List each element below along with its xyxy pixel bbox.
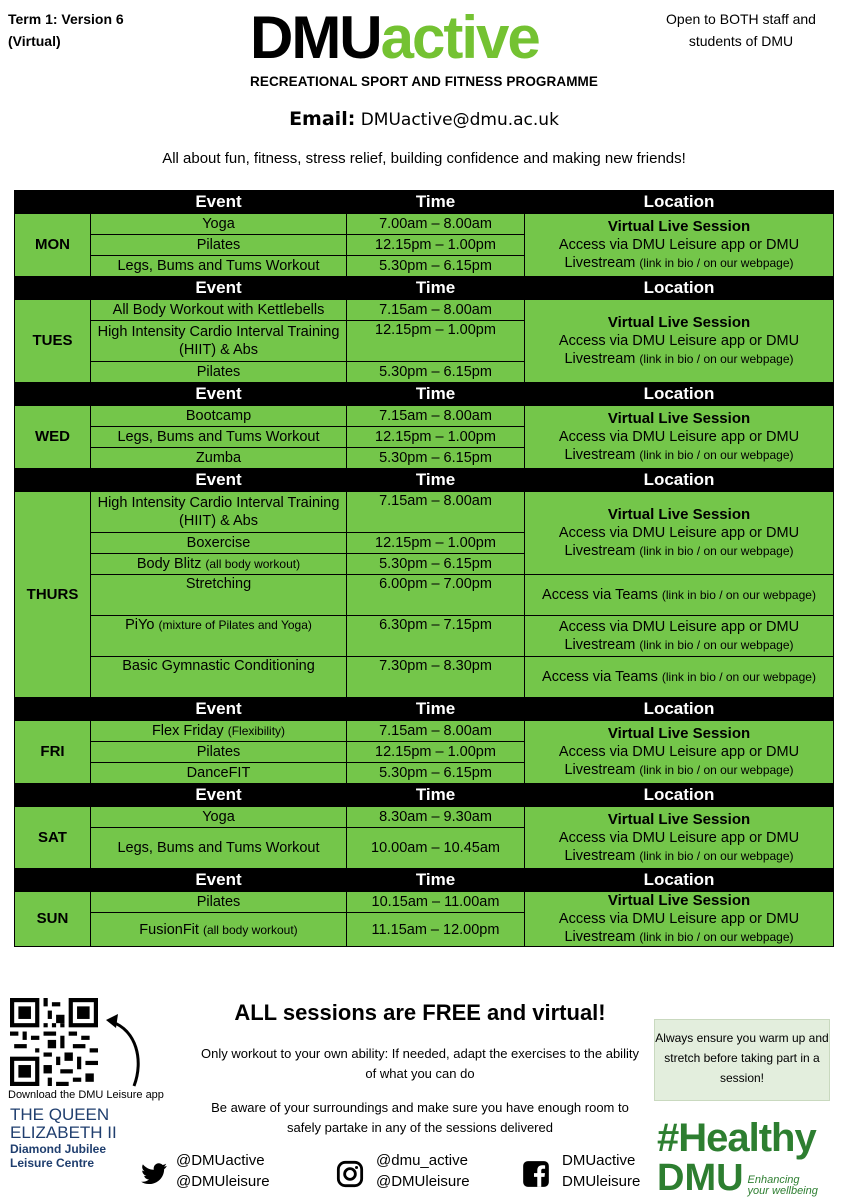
queen-line: Diamond Jubilee <box>10 1142 107 1156</box>
location-line: Access via DMU Leisure app or DMU <box>558 829 800 846</box>
event-cell: DanceFIT <box>91 763 347 784</box>
location-cell <box>525 214 834 277</box>
event-note: (Flexibility) <box>227 724 286 738</box>
instagram-handles <box>376 1150 470 1192</box>
logo-active: active <box>380 4 539 71</box>
table-row <box>15 214 834 235</box>
location-note: (link in bio / on our webpage) <box>639 544 794 558</box>
col-event: Event <box>91 277 347 300</box>
table-row <box>15 721 834 742</box>
time-cell: 7.15am – 8.00am <box>347 406 525 427</box>
location-cell <box>525 300 834 383</box>
time-cell: 10.00am – 10.45am <box>347 828 525 869</box>
time-cell: 7.15am – 8.00am <box>347 300 525 321</box>
event-cell: Pilates <box>91 892 347 913</box>
event-cell: Boxercise <box>91 533 347 554</box>
time-cell: 7.30pm – 8.30pm <box>347 657 525 698</box>
event-cell: Legs, Bums and Tums Workout <box>91 828 347 869</box>
live-session-title: Virtual Live Session <box>607 218 751 235</box>
facebook-handles <box>562 1150 640 1192</box>
time-cell: 7.00am – 8.00am <box>347 214 525 235</box>
queen-line: THE QUEEN <box>10 1105 110 1124</box>
event-cell: Pilates <box>91 235 347 256</box>
col-location: Location <box>525 277 834 300</box>
location-line: Access via DMU Leisure app or DMU <box>558 744 800 760</box>
location-cell <box>525 892 834 947</box>
location-cell <box>525 657 834 698</box>
term-version <box>8 8 124 52</box>
live-session-title: Virtual Live Session <box>607 410 751 427</box>
table-row <box>15 575 834 616</box>
time-cell: 6.30pm – 7.15pm <box>347 616 525 657</box>
time-cell: 7.15am – 8.00am <box>347 721 525 742</box>
event-cell <box>91 554 347 575</box>
time-cell: 12.15pm – 1.00pm <box>347 533 525 554</box>
header-row <box>15 277 834 300</box>
table-row <box>15 406 834 427</box>
event-name: Flex Friday <box>151 723 224 739</box>
location-note: (link in bio / on our webpage) <box>639 638 794 652</box>
event-cell: Yoga <box>91 214 347 235</box>
time-cell: 5.30pm – 6.15pm <box>347 362 525 383</box>
twitter-handle[interactable]: @DMUactive <box>176 1152 265 1169</box>
col-time: Time <box>347 383 525 406</box>
queen-elizabeth-logo <box>10 1106 140 1170</box>
time-cell: 12.15pm – 1.00pm <box>347 742 525 763</box>
surroundings-advice: Be aware of your surroundings and make sure you have enough room to safely partake in any of the sessions delivered <box>211 1100 629 1135</box>
twitter-icon[interactable] <box>140 1160 168 1188</box>
col-location: Location <box>525 383 834 406</box>
ability-advice: Only workout to your own ability: If needed, adapt the exercises to the ability of what you can do <box>201 1046 639 1081</box>
table-row <box>15 807 834 828</box>
day-label: FRI <box>15 721 91 784</box>
location-line: Livestream <box>564 762 636 778</box>
col-event: Event <box>91 784 347 807</box>
twitter-handles <box>176 1150 270 1192</box>
location-line: Access via Teams <box>542 587 658 603</box>
event-cell: Pilates <box>91 362 347 383</box>
live-session-title: Virtual Live Session <box>607 810 751 828</box>
header-row <box>15 469 834 492</box>
time-cell: 10.15am – 11.00am <box>347 892 525 913</box>
event-cell: Yoga <box>91 807 347 828</box>
email-link[interactable]: DMUactive@dmu.ac.uk <box>360 110 559 130</box>
table-row <box>15 616 834 657</box>
term-mode: (Virtual) <box>8 33 61 49</box>
col-time: Time <box>347 469 525 492</box>
time-cell: 5.30pm – 6.15pm <box>347 763 525 784</box>
event-cell <box>91 616 347 657</box>
email-line <box>0 108 848 130</box>
location-cell <box>525 575 834 616</box>
location-note: (link in bio / on our webpage) <box>639 763 794 777</box>
instagram-handle[interactable]: @DMUleisure <box>376 1173 470 1190</box>
event-cell <box>91 913 347 947</box>
table-row <box>15 492 834 533</box>
time-cell: 12.15pm – 1.00pm <box>347 235 525 256</box>
healthy-dmu-logo <box>657 1118 818 1198</box>
live-session-title: Virtual Live Session <box>607 725 751 742</box>
facebook-handle[interactable]: DMUactive <box>562 1152 636 1169</box>
location-line: Access via DMU Leisure app or DMU <box>558 525 800 541</box>
logo-dmu: DMU <box>250 4 381 71</box>
col-location: Location <box>525 869 834 892</box>
location-line: Livestream <box>564 351 636 367</box>
event-note: (all body workout) <box>205 557 301 571</box>
dmuactive-logo <box>250 6 539 70</box>
qr-caption: Download the DMU Leisure app <box>8 1089 164 1101</box>
location-line: Access via DMU Leisure app or DMU <box>558 333 800 349</box>
day-label: TUES <box>15 300 91 383</box>
header-row <box>15 784 834 807</box>
location-line: Access via DMU Leisure app or DMU Livestream <box>558 619 800 653</box>
table-row <box>15 300 834 321</box>
time-cell: 12.15pm – 1.00pm <box>347 427 525 448</box>
event-cell: Legs, Bums and Tums Workout <box>91 256 347 277</box>
header-row <box>15 869 834 892</box>
day-label: MON <box>15 214 91 277</box>
location-note: (link in bio / on our webpage) <box>639 256 794 270</box>
col-location: Location <box>525 698 834 721</box>
location-line: Access via DMU Leisure app or DMU <box>558 237 800 253</box>
event-cell: Legs, Bums and Tums Workout <box>91 427 347 448</box>
schedule-table <box>14 190 834 947</box>
location-cell <box>525 616 834 657</box>
location-note: (link in bio / on our webpage) <box>661 588 816 602</box>
time-cell: 12.15pm – 1.00pm <box>347 321 525 362</box>
day-label: SUN <box>15 892 91 947</box>
location-line: Access via DMU Leisure app or DMU <box>558 911 800 927</box>
col-event: Event <box>91 869 347 892</box>
location-cell <box>525 492 834 575</box>
col-time: Time <box>347 191 525 214</box>
programme-subtitle: RECREATIONAL SPORT AND FITNESS PROGRAMME <box>250 74 599 89</box>
col-time: Time <box>347 698 525 721</box>
location-line: Livestream <box>564 847 636 864</box>
header-row <box>15 383 834 406</box>
table-row <box>15 892 834 913</box>
term-line: Term 1: Version 6 <box>8 11 124 27</box>
location-note: (link in bio / on our webpage) <box>639 930 794 944</box>
event-cell <box>91 721 347 742</box>
col-event: Event <box>91 469 347 492</box>
time-cell: 6.00pm – 7.00pm <box>347 575 525 616</box>
event-note: (mixture of Pilates and Yoga) <box>158 618 312 632</box>
col-time: Time <box>347 784 525 807</box>
email-label: Email: <box>289 108 356 130</box>
twitter-handle[interactable]: @DMUleisure <box>176 1173 270 1190</box>
header-row <box>15 698 834 721</box>
event-cell: High Intensity Cardio Interval Training (HIIT) & Abs <box>91 321 347 362</box>
event-name: FusionFit <box>139 921 199 938</box>
free-heading: ALL sessions are FREE and virtual! <box>234 1000 606 1025</box>
day-label: THURS <box>15 492 91 698</box>
location-line: Access via Teams <box>542 669 658 685</box>
col-event: Event <box>91 191 347 214</box>
time-cell: 5.30pm – 6.15pm <box>347 256 525 277</box>
day-label: WED <box>15 406 91 469</box>
event-cell: All Body Workout with Kettlebells <box>91 300 347 321</box>
location-line: Livestream <box>564 543 636 559</box>
col-location: Location <box>525 191 834 214</box>
event-cell: Pilates <box>91 742 347 763</box>
healthy-tagline: Enhancing <box>747 1173 800 1186</box>
location-note: (link in bio / on our webpage) <box>639 352 794 366</box>
queen-line: ELIZABETH II <box>10 1123 117 1142</box>
event-cell: High Intensity Cardio Interval Training (HIIT) & Abs <box>91 492 347 533</box>
event-name: PiYo <box>125 617 155 633</box>
tagline: All about fun, fitness, stress relief, building confidence and making new friends! <box>162 150 686 167</box>
facebook-icon[interactable] <box>522 1160 550 1188</box>
col-event: Event <box>91 698 347 721</box>
col-location: Location <box>525 469 834 492</box>
healthy-dmu-text: DMU <box>657 1157 744 1199</box>
warmup-note: Always ensure you warm up and stretch before taking part in a session! <box>654 1019 830 1101</box>
event-cell: Basic Gymnastic Conditioning <box>91 657 347 698</box>
curved-arrow-icon <box>104 1010 144 1090</box>
header-row <box>15 191 834 214</box>
queen-line: Leisure Centre <box>10 1156 95 1170</box>
location-note: (link in bio / on our webpage) <box>661 670 816 684</box>
time-cell: 5.30pm – 6.15pm <box>347 554 525 575</box>
instagram-icon[interactable] <box>336 1160 364 1188</box>
location-line: Livestream <box>564 929 636 945</box>
facebook-handle[interactable]: DMUleisure <box>562 1173 641 1190</box>
instagram-handle[interactable]: @dmu_active <box>376 1152 468 1169</box>
live-session-title: Virtual Live Session <box>607 314 751 331</box>
open-line-2: students of DMU <box>688 33 794 49</box>
open-line-1: Open to BOTH staff and <box>666 11 816 27</box>
open-notice <box>656 8 826 52</box>
healthy-text: #Healthy <box>657 1116 816 1160</box>
col-time: Time <box>347 869 525 892</box>
time-cell: 8.30am – 9.30am <box>347 807 525 828</box>
col-event: Event <box>91 383 347 406</box>
location-line: Livestream <box>564 255 636 271</box>
live-session-title: Virtual Live Session <box>607 892 751 909</box>
event-cell: Zumba <box>91 448 347 469</box>
qr-code[interactable] <box>10 998 98 1086</box>
time-cell: 11.15am – 12.00pm <box>347 913 525 947</box>
col-location: Location <box>525 784 834 807</box>
location-note: (link in bio / on our webpage) <box>639 448 794 462</box>
day-label: SAT <box>15 807 91 869</box>
location-cell <box>525 406 834 469</box>
healthy-tagline: your wellbeing <box>747 1184 818 1197</box>
event-note: (all body workout) <box>202 922 298 937</box>
event-name: Body Blitz <box>136 556 202 572</box>
location-line: Access via DMU Leisure app or DMU <box>558 429 800 445</box>
time-cell: 7.15am – 8.00am <box>347 492 525 533</box>
event-cell: Stretching <box>91 575 347 616</box>
location-note: (link in bio / on our webpage) <box>639 848 794 863</box>
location-cell <box>525 807 834 869</box>
time-cell: 5.30pm – 6.15pm <box>347 448 525 469</box>
event-cell: Bootcamp <box>91 406 347 427</box>
location-cell <box>525 721 834 784</box>
live-session-title: Virtual Live Session <box>607 506 751 523</box>
location-line: Livestream <box>564 447 636 463</box>
table-row <box>15 657 834 698</box>
col-time: Time <box>347 277 525 300</box>
